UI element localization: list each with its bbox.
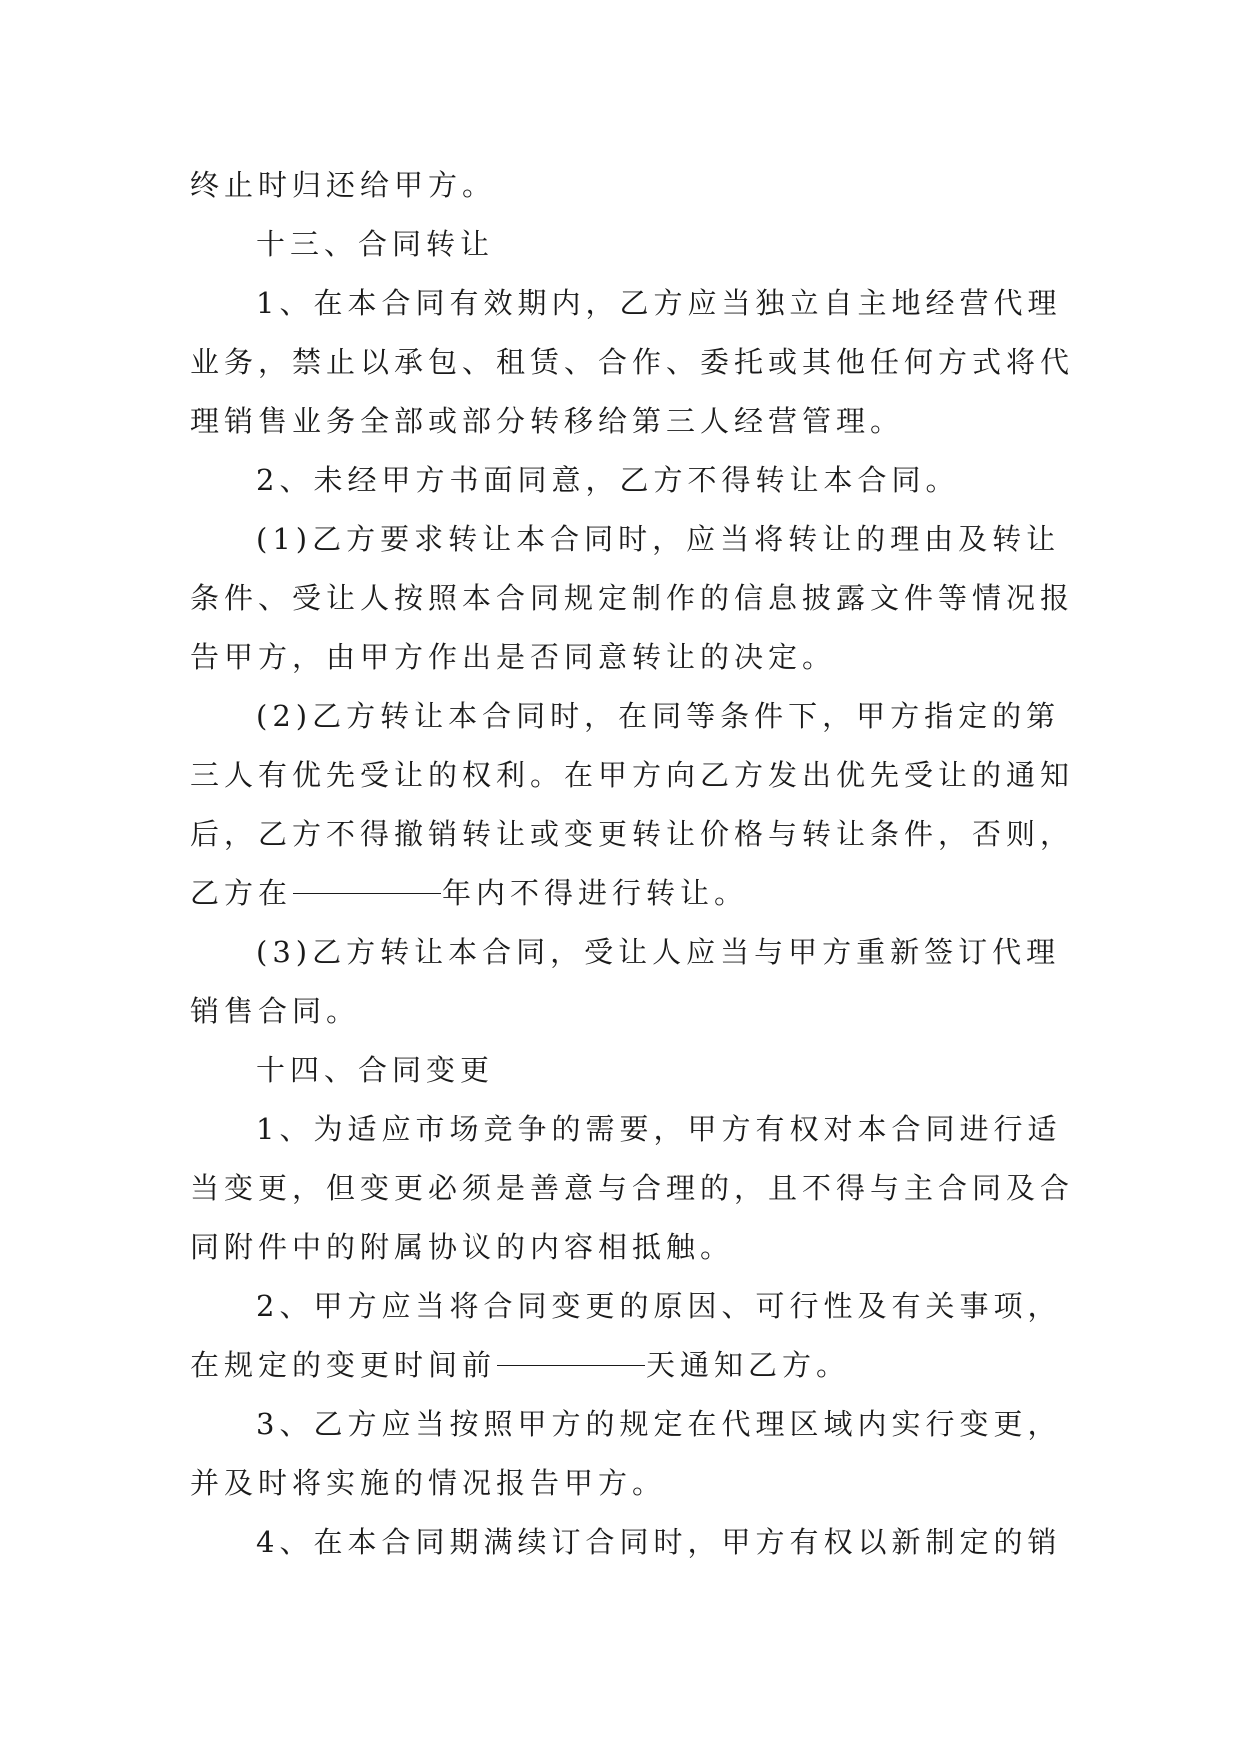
paragraph-line: 3、乙方应当按照甲方的规定在代理区域内实行变更， [256,1407,1062,1441]
text-line: 理销售业务全部或部分转移给第三人经营管理。 [190,404,905,438]
fill-in-blank [293,892,441,894]
text-after-blank: 天通知乙方。 [646,1348,851,1382]
paragraph-line: (3)乙方转让本合同，受让人应当与甲方重新签订代理 [256,935,1061,969]
section-heading: 十三、合同转让 [256,227,495,261]
text-line: 告甲方，由甲方作出是否同意转让的决定。 [190,640,837,674]
text-line: 并及时将实施的情况报告甲方。 [190,1466,667,1500]
paragraph-line: 4、在本合同期满续订合同时，甲方有权以新制定的销 [256,1525,1062,1559]
text-line: 业务，禁止以承包、租赁、合作、委托或其他任何方式将代 [190,345,1075,379]
text-line: 销售合同。 [190,994,361,1028]
fill-in-blank [497,1364,645,1366]
text-before-blank: 在规定的变更时间前 [190,1348,497,1382]
text-line: 同附件中的附属协议的内容相抵触。 [190,1230,735,1264]
document-body [190,156,1075,1572]
paragraph-line: 1、在本合同有效期内，乙方应当独立自主地经营代理 [256,286,1062,320]
text-line-with-blank [190,1336,1052,1395]
text-line-with-blank [190,864,1052,923]
text-line: 后，乙方不得撤销转让或变更转让价格与转让条件，否则， [190,817,1075,851]
paragraph-line: (2)乙方转让本合同时，在同等条件下，甲方指定的第 [256,699,1061,733]
text-before-blank: 乙方在 [190,876,293,910]
text-line: 终止时归还给甲方。 [190,168,497,202]
text-line: 三人有优先受让的权利。在甲方向乙方发出优先受让的通知 [190,758,1075,792]
paragraph-line: 1、为适应市场竞争的需要，甲方有权对本合同进行适 [256,1112,1062,1146]
section-heading: 十四、合同变更 [256,1053,495,1087]
paragraph-line: 2、甲方应当将合同变更的原因、可行性及有关事项， [256,1289,1062,1323]
text-after-blank: 年内不得进行转让。 [442,876,749,910]
paragraph-line: (1)乙方要求转让本合同时，应当将转让的理由及转让 [256,522,1061,556]
text-line: 当变更，但变更必须是善意与合理的，且不得与主合同及合 [190,1171,1075,1205]
paragraph-line: 2、未经甲方书面同意，乙方不得转让本合同。 [256,463,960,497]
text-line: 条件、受让人按照本合同规定制作的信息披露文件等情况报 [190,581,1075,615]
